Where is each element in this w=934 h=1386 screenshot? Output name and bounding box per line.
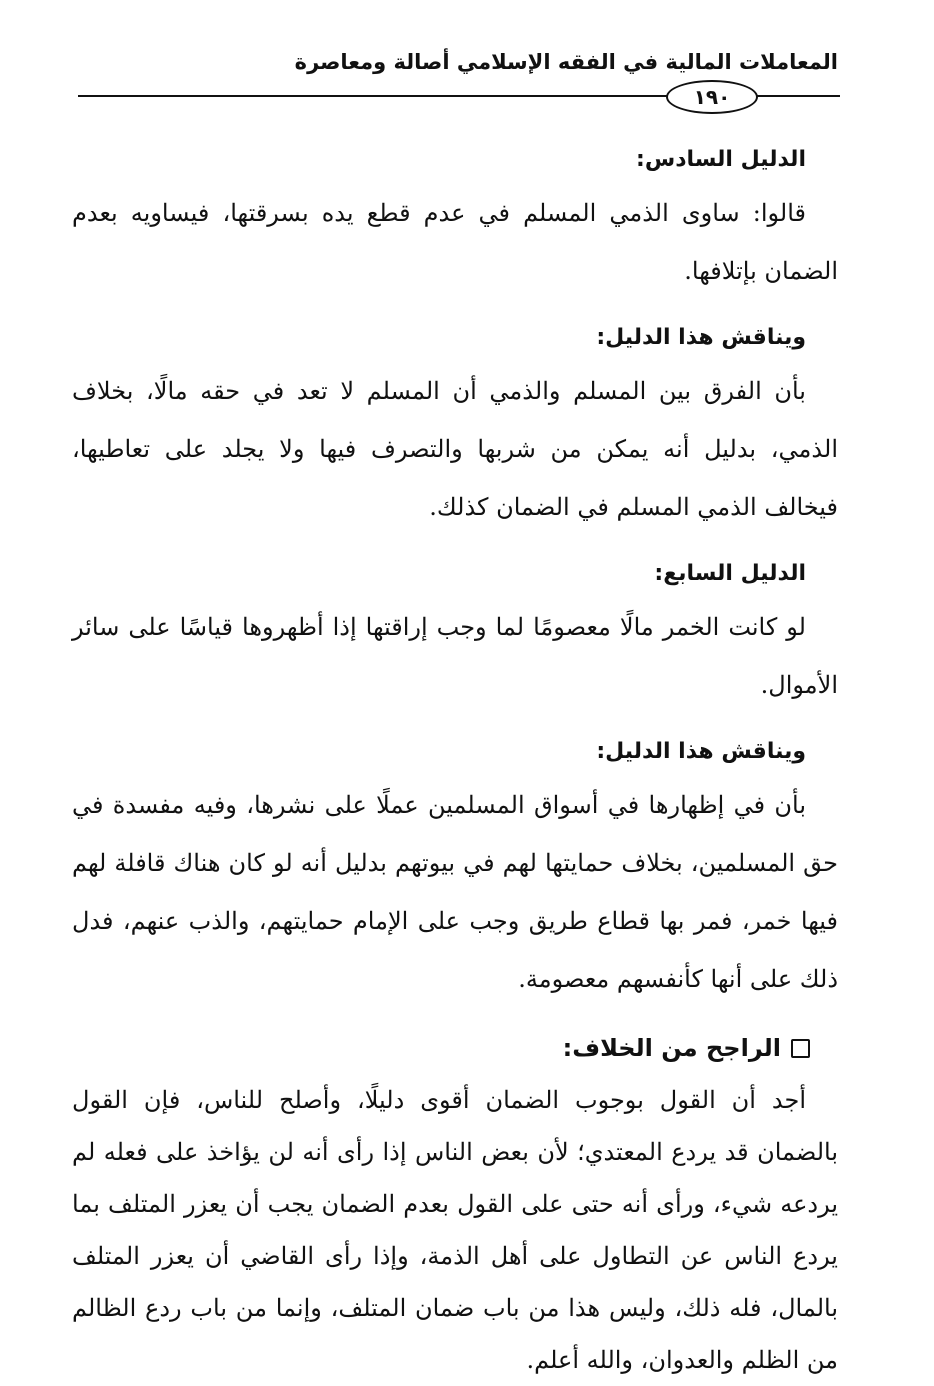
evidence-7-heading: الدليل السابع: (654, 561, 806, 586)
preferred-opinion-heading (72, 1022, 838, 1074)
discussion-2-heading: ويناقش هذا الدليل: (596, 739, 806, 764)
page-number: ١٩٠ (666, 80, 758, 114)
evidence-6-paragraph: قالوا: ساوى الذمي المسلم في عدم قطع يده بسرقتها، فيساويه بعدم الضمان بإتلافها. (72, 199, 838, 285)
square-bullet-icon (791, 1039, 810, 1058)
discussion-1-paragraph: بأن الفرق بين المسلم والذمي أن المسلم لا تعد في حقه مالًا، بخلاف الذمي، بدليل أنه يمكن من شربها والتصرف فيها ولا يجلد على تعاطيها، فيخالف الذمي المسلم في الضمان كذلك. (72, 377, 838, 521)
evidence-6-heading: الدليل السادس: (636, 147, 806, 172)
discussion-2-paragraph: بأن في إظهارها في أسواق المسلمين عملًا على نشرها، وفيه مفسدة في حق المسلمين، بخلاف حمايتها لهم في بيوتهم بدليل أنه لو كان هناك قافلة لهم فيها خمر، فمر بها قطاع طريق وجب على الإمام حمايتهم، والذب عنهم، فدل ذلك على أنها كأنفسهم معصومة. (72, 791, 838, 993)
running-title: المعاملات المالية في الفقه الإسلامي أصالة ومعاصرة (294, 50, 838, 74)
preferred-opinion-title: الراجح من الخلاف: (562, 1034, 781, 1062)
preferred-opinion-paragraph: أجد أن القول بوجوب الضمان أقوى دليلًا، وأصلح للناس، فإن القول بالضمان قد يردع المعتدي؛ لأن بعض الناس إذا رأى أنه لن يؤاخذ على فعله لم يردعه شيء، ورأى أنه حتى على القول بعدم الضمان يجب أن يعزر المتلف بما يردع الناس عن التطاول على أهل الذمة، وإذا رأى القاضي أن يعزر المتلف بالمال، فله ذلك، وليس هذا من باب ضمان المتلف، وإنما من باب ردع الظالم من الظلم والعدوان، والله أعلم. (72, 1086, 839, 1374)
evidence-7-paragraph: لو كانت الخمر مالًا معصومًا لما وجب إراقتها إذا أظهروها قياسًا على سائر الأموال. (72, 613, 838, 699)
discussion-1-heading: ويناقش هذا الدليل: (596, 325, 806, 350)
page-body (72, 136, 838, 1386)
